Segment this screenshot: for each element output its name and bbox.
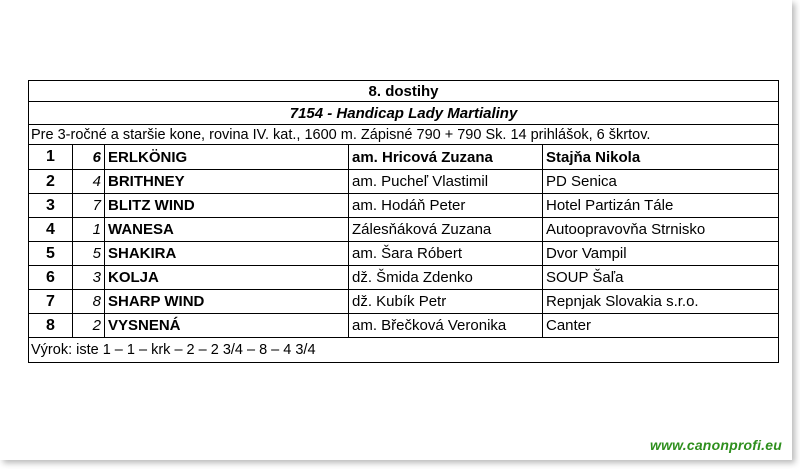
horse-name-cell: SHAKIRA bbox=[105, 242, 349, 266]
horse-name-cell: BLITZ WIND bbox=[105, 194, 349, 218]
start-number-cell: 3 bbox=[73, 266, 105, 290]
start-number-cell: 2 bbox=[73, 314, 105, 338]
horse-name-cell: VYSNENÁ bbox=[105, 314, 349, 338]
jockey-cell: dž. Šmida Zdenko bbox=[349, 266, 543, 290]
start-number-cell: 8 bbox=[73, 290, 105, 314]
place-cell: 2 bbox=[29, 170, 73, 194]
verdict-row bbox=[29, 338, 779, 363]
place-cell: 3 bbox=[29, 194, 73, 218]
horse-name-cell: WANESA bbox=[105, 218, 349, 242]
place-cell: 1 bbox=[29, 145, 73, 170]
stable-cell: SOUP Šaľa bbox=[543, 266, 779, 290]
race-results-table bbox=[28, 80, 779, 363]
race-conditions: Pre 3-ročné a staršie kone, rovina IV. kat., 1600 m. Zápisné 790 + 790 Sk. 14 prihlášok, 6 škrtov. bbox=[29, 125, 779, 145]
jockey-cell: am. Břečková Veronika bbox=[349, 314, 543, 338]
jockey-cell: am. Hodáň Peter bbox=[349, 194, 543, 218]
race-conditions-row bbox=[29, 125, 779, 145]
jockey-cell: am. Hricová Zuzana bbox=[349, 145, 543, 170]
horse-name-cell: KOLJA bbox=[105, 266, 349, 290]
table-row bbox=[29, 266, 779, 290]
place-cell: 4 bbox=[29, 218, 73, 242]
start-number-cell: 1 bbox=[73, 218, 105, 242]
table-row bbox=[29, 145, 779, 170]
meet-title-row bbox=[29, 81, 779, 102]
race-title-row bbox=[29, 102, 779, 125]
stable-cell: Stajňa Nikola bbox=[543, 145, 779, 170]
stable-cell: Hotel Partizán Tále bbox=[543, 194, 779, 218]
place-cell: 7 bbox=[29, 290, 73, 314]
table-row bbox=[29, 314, 779, 338]
stable-cell: Repnjak Slovakia s.r.o. bbox=[543, 290, 779, 314]
horse-name-cell: SHARP WIND bbox=[105, 290, 349, 314]
stable-cell: PD Senica bbox=[543, 170, 779, 194]
stable-cell: Canter bbox=[543, 314, 779, 338]
watermark: www.canonprofi.eu bbox=[650, 437, 782, 453]
table-row bbox=[29, 218, 779, 242]
jockey-cell: dž. Kubík Petr bbox=[349, 290, 543, 314]
place-cell: 8 bbox=[29, 314, 73, 338]
stable-cell: Autoopravovňa Strnisko bbox=[543, 218, 779, 242]
place-cell: 5 bbox=[29, 242, 73, 266]
horse-name-cell: ERLKÖNIG bbox=[105, 145, 349, 170]
table-row bbox=[29, 194, 779, 218]
horse-name-cell: BRITHNEY bbox=[105, 170, 349, 194]
table-row bbox=[29, 170, 779, 194]
start-number-cell: 6 bbox=[73, 145, 105, 170]
jockey-cell: am. Šara Róbert bbox=[349, 242, 543, 266]
start-number-cell: 4 bbox=[73, 170, 105, 194]
place-cell: 6 bbox=[29, 266, 73, 290]
start-number-cell: 5 bbox=[73, 242, 105, 266]
jockey-cell: am. Pucheľ Vlastimil bbox=[349, 170, 543, 194]
start-number-cell: 7 bbox=[73, 194, 105, 218]
stable-cell: Dvor Vampil bbox=[543, 242, 779, 266]
verdict: Výrok: iste 1 – 1 – krk – 2 – 2 3/4 – 8 – 4 3/4 bbox=[29, 338, 779, 363]
race-title: 7154 - Handicap Lady Martialiny bbox=[29, 102, 779, 125]
jockey-cell: Zálesňáková Zuzana bbox=[349, 218, 543, 242]
table-row bbox=[29, 290, 779, 314]
table-row bbox=[29, 242, 779, 266]
meet-title: 8. dostihy bbox=[29, 81, 779, 102]
